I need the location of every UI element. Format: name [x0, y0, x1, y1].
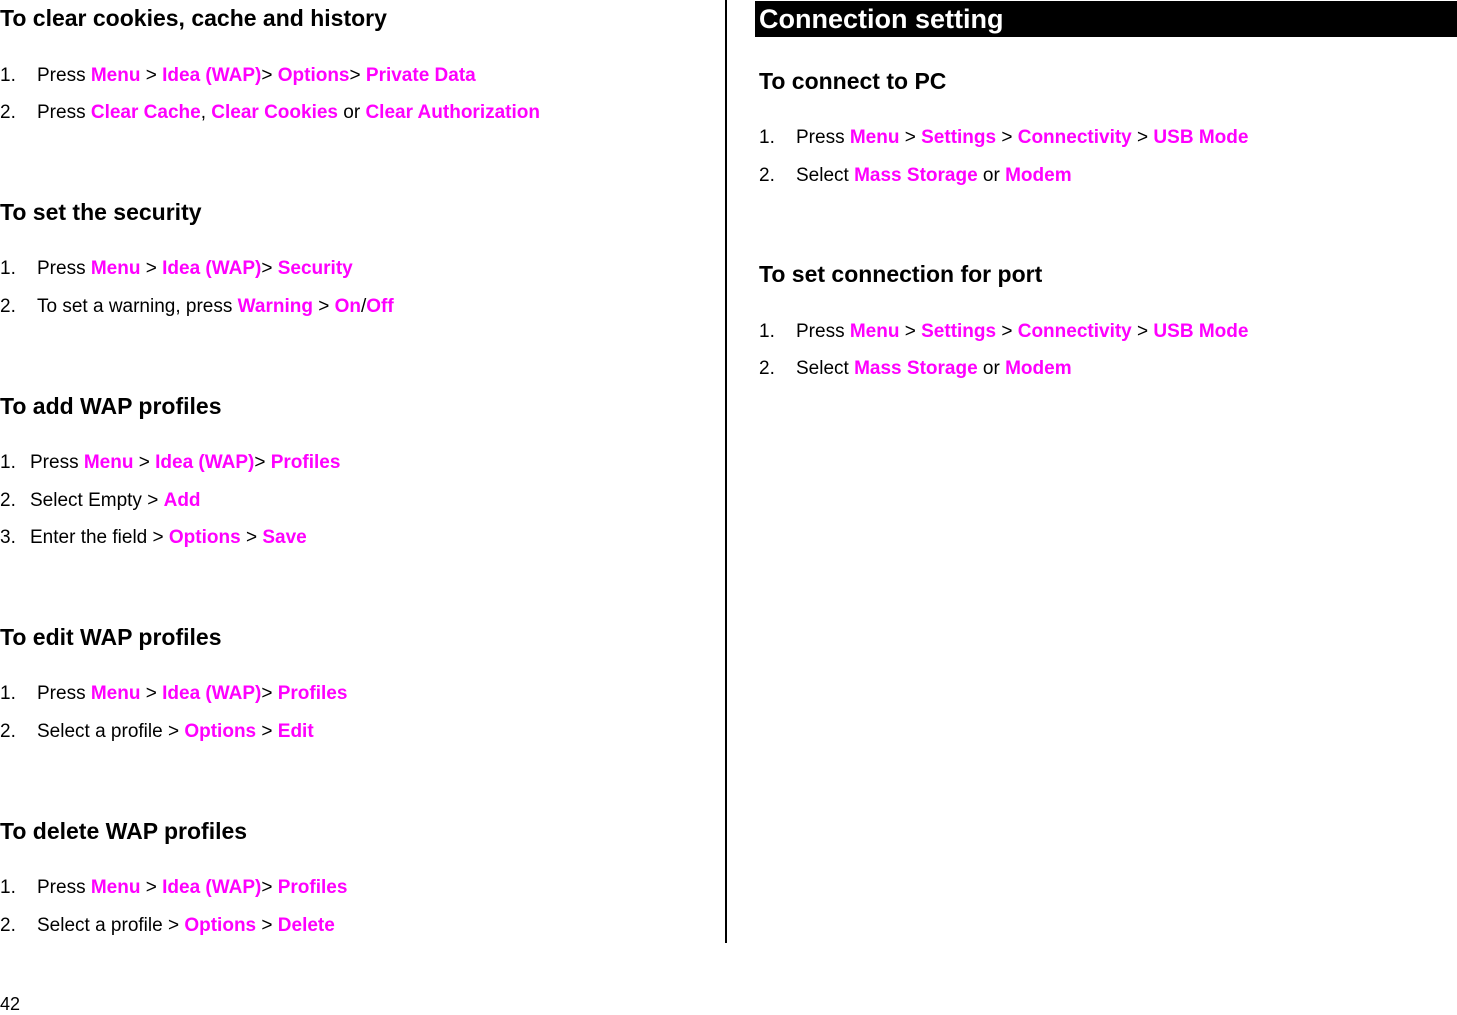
connect-pc-heading: To connect to PC — [759, 68, 947, 94]
pc-step-2: 2. Select Mass Storage or Modem — [759, 165, 1072, 186]
clear-step-2: 2. Press Clear Cache, Clear Cookies or Clear Authorization — [0, 102, 540, 123]
section-banner: Connection setting — [755, 1, 1457, 37]
delete-profiles-heading: To delete WAP profiles — [0, 818, 248, 844]
delete-step-1: 1. Press Menu > Idea (WAP)> Profiles — [0, 877, 348, 898]
pc-step-1: 1. Press Menu > Settings > Connectivity > USB Mode — [759, 127, 1249, 148]
clear-step-1: 1. Press Menu > Idea (WAP)> Options> Private Data — [0, 65, 476, 86]
port-heading: To set connection for port — [759, 261, 1043, 287]
edit-step-1: 1. Press Menu > Idea (WAP)> Profiles — [0, 683, 348, 704]
security-step-1: 1. Press Menu > Idea (WAP)> Security — [0, 258, 353, 279]
clear-heading: To clear cookies, cache and history — [0, 5, 387, 31]
security-heading: To set the security — [0, 199, 202, 225]
edit-step-2: 2. Select a profile > Options > Edit — [0, 721, 314, 742]
add-step-2: 2. Select Empty > Add — [0, 490, 201, 511]
port-step-1: 1. Press Menu > Settings > Connectivity > USB Mode — [759, 321, 1249, 342]
port-step-2: 2. Select Mass Storage or Modem — [759, 358, 1072, 379]
add-step-3: 3. Enter the field > Options > Save — [0, 527, 307, 548]
column-divider — [725, 0, 727, 943]
page-number: 42 — [0, 994, 21, 1014]
add-profiles-heading: To add WAP profiles — [0, 393, 222, 419]
security-step-2: 2. To set a warning, press Warning > On/Off — [0, 296, 394, 317]
add-step-1: 1. Press Menu > Idea (WAP)> Profiles — [0, 452, 341, 473]
delete-step-2: 2. Select a profile > Options > Delete — [0, 915, 335, 936]
edit-profiles-heading: To edit WAP profiles — [0, 624, 222, 650]
